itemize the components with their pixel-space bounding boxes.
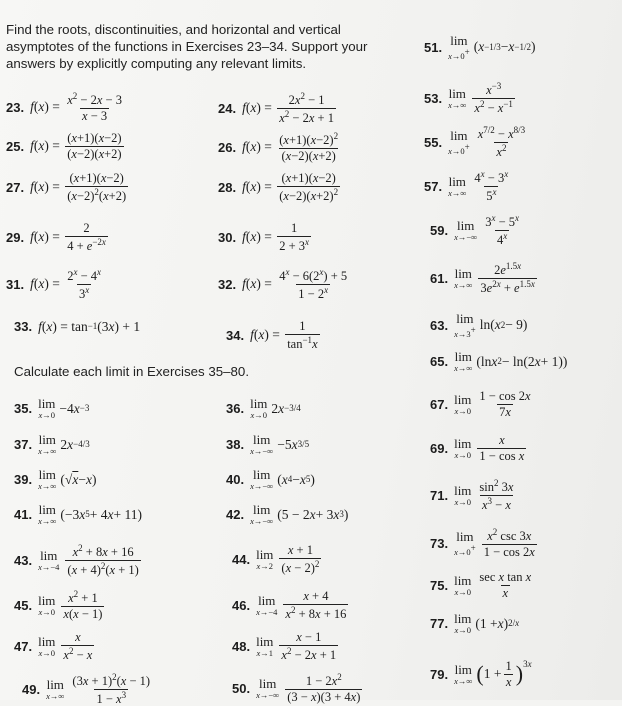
exercise-34-expr: f ( x ) = $\frac{1}{\tan^{-1}x}$	[250, 319, 318, 351]
exercise-57-expr: lim x→∞ $\frac{4^x - 3^x}{5^x}$	[448, 169, 509, 203]
exercise-39: 39. lim x→∞ (√ x − x )	[14, 467, 97, 491]
exercise-69-expr: lim x→0 $\frac{x}{\text{1 − cos x}}$	[454, 433, 525, 463]
exercise-30: 30. f ( x ) = $\frac{1}{2 + 3^x}$	[218, 222, 313, 252]
exercise-46: 46. lim x→−4 $\frac{x + 4}{x^2 + 8x + 16}$	[232, 590, 350, 620]
exercise-31-expr: f ( x ) = $\frac{2^x - 4^x}{3^x}$	[30, 267, 102, 301]
exercise-34: 34. f ( x ) = $\frac{1}{\tan^{-1}x}$	[226, 320, 322, 350]
exercise-77-expr: lim x→0 (1 + x ) 2/x	[454, 611, 520, 635]
exercise-48: 48. lim x→1 $\frac{x - 1}{x^2 - 2x + 1}$	[232, 631, 340, 661]
exercise-51-expr: lim x→0+ ( x −1/3 − x −1/2 )	[448, 33, 536, 61]
exercise-27: 27. f ( x ) = $\frac{(x+1)(x-2)}{(x-2)^2(x+2)}$	[6, 172, 130, 202]
exercise-42-expr: lim x→−∞ (5 − 2 x + 3 x 3 )	[250, 502, 349, 526]
exercise-49-expr: lim x→∞ $\frac{(3x + 1)^2(x - 1)}{1 - x^3}$	[46, 672, 151, 706]
exercise-61: 61. lim x→∞ $\frac{2e^{1.5x}}{3e^{2x} + e^{1.5x}}$	[430, 262, 539, 294]
exercise-37: 37. lim x→∞ 2 x −4/3	[14, 432, 90, 456]
exercise-43: 43. lim x→−4 $\frac{x^2 + 8x + 16}{(x + 4)^2(x + 1)}$	[14, 544, 143, 576]
exercise-28-expr: f ( x ) = $\frac{(x+1)(x-2)}{(x-2)(x+2)^2}$	[242, 171, 339, 203]
exercise-25: 25. f ( x ) = $\frac{(x+1)(x-2)}{(x-2)(x+2)}$	[6, 132, 126, 160]
exercise-29-expr: f ( x ) = $\frac{2}{4 + e^{-2x}}$	[30, 221, 106, 253]
exercise-47: 47. lim x→0 $\frac{x}{x^2 - x}$	[14, 631, 96, 661]
exercise-59-expr: lim x→−∞ $\frac{3^x - 5^x}{4^x}$	[454, 213, 520, 247]
exercise-47-expr: lim x→0 $\frac{x}{x^2 - x}$	[38, 630, 93, 662]
exercise-46-expr: lim x→−4 $\frac{x + 4}{x^2 + 8x + 16}$	[256, 589, 347, 621]
exercise-45-expr: lim x→0 $\frac{x^2 + 1}{x(x - 1)}$	[38, 589, 103, 621]
exercise-61-expr: lim x→∞ $\frac{2e^{1.5x}}{3e^{2x} + e^{1.5x}}$	[454, 261, 535, 295]
exercise-69: 69. lim x→0 $\frac{x}{\text{1 − cos x}}$	[430, 434, 528, 462]
exercise-79-expr: lim x→∞ ( 1 + $\frac{1}{x}$ ) $^{3x}$	[454, 659, 532, 689]
exercise-44-expr: lim x→2 $\frac{x + 1}{(x - 2)^2}$	[256, 543, 320, 575]
exercise-44: 44. lim x→2 $\frac{x + 1}{(x - 2)^2}$	[232, 544, 323, 574]
exercise-35: 35. lim x→0 −4 x −3	[14, 396, 90, 420]
exercise-25-expr: f ( x ) = $\frac{(x+1)(x-2)}{(x-2)(x+2)}$	[30, 131, 122, 161]
exercise-65-expr: lim x→∞ (ln x 2 − ln(2 x + 1))	[454, 349, 568, 373]
exercise-48-expr: lim x→1 $\frac{x - 1}{x^2 - 2x + 1}$	[256, 630, 337, 662]
exercise-71-expr: lim x→0 $\frac{\sin^2 3x}{x^3 - x}$	[454, 478, 514, 512]
exercise-26: 26. f ( x ) = $\frac{(x+1)(x-2)^2}{(x-2)(x+2)}$	[218, 132, 342, 162]
exercise-49: 49. lim x→∞ $\frac{(3x + 1)^2(x - 1)}{1 - x^3}$	[22, 673, 154, 705]
exercise-50: 50. lim x→−∞ $\frac{1 - 2x^2}{(3 - x)(3 + 4x)}$	[232, 673, 364, 703]
instruction-line: Calculate each limit in Exercises 35–80.	[14, 364, 250, 379]
exercise-59: 59. lim x→−∞ $\frac{3^x - 5^x}{4^x}$	[430, 214, 523, 246]
exercise-41-expr: lim x→∞ (−3 x 5 + 4 x + 11)	[38, 502, 143, 526]
exercise-50-expr: lim x→−∞ $\frac{1 - 2x^2}{(3 - x)(3 + 4x)}$	[256, 672, 361, 704]
exercise-55-expr: lim x→0+ $\frac{x^{7/2} - x^{8/3}}{x^2}$	[448, 125, 526, 159]
exercise-57: 57. lim x→∞ $\frac{4^x - 3^x}{5^x}$	[424, 170, 512, 202]
exercise-55: 55. lim x→0+ $\frac{x^{7/2} - x^{8/3}}{x^2}$	[424, 126, 529, 158]
exercise-40: 40. lim x→−∞ ( x 4 − x 5 )	[226, 467, 315, 491]
exercise-79: 79. lim x→∞ ( 1 + $\frac{1}{x}$ ) $^{3x}$	[430, 659, 532, 689]
exercise-40-expr: lim x→−∞ ( x 4 − x 5 )	[250, 467, 315, 491]
exercise-23-expr: f ( x ) = $\frac{x^2 - 2x - 3}{x - 3}$	[30, 91, 122, 123]
exercise-31: 31. f ( x ) = $\frac{2^x - 4^x}{3^x}$	[6, 268, 105, 300]
exercise-24: 24. f ( x ) = $\frac{2x^2 - 1}{x^2 - 2x + 1}$	[218, 92, 338, 124]
exercise-41: 41. lim x→∞ (−3 x 5 + 4 x + 11)	[14, 502, 143, 526]
exercise-28: 28. f ( x ) = $\frac{(x+1)(x-2)}{(x-2)(x+2)^2}$	[218, 172, 342, 202]
exercise-38-expr: lim x→−∞ −5 x 3/5	[250, 432, 310, 456]
exercise-30-expr: f ( x ) = $\frac{1}{2 + 3^x}$	[242, 221, 310, 253]
exercise-26-expr: f ( x ) = $\frac{(x+1)(x-2)^2}{(x-2)(x+2)}$	[242, 131, 339, 163]
exercise-73-expr: lim x→0+ $\frac{x^2 \csc 3x}{1 - \cos 2x}$	[454, 527, 535, 559]
exercise-39-expr: lim x→∞ (√ x − x )	[38, 467, 97, 491]
exercise-53: 53. lim x→∞ $\frac{x^{-3}}{x^2 - x^{-1}}$	[424, 82, 517, 114]
exercise-23: 23. f ( x ) = $\frac{x^2 - 2x - 3}{x - 3}$	[6, 92, 126, 122]
exercise-27-expr: f ( x ) = $\frac{(x+1)(x-2)}{(x-2)^2(x+2)}$	[30, 171, 127, 203]
exercise-42: 42. lim x→−∞ (5 − 2 x + 3 x 3 )	[226, 502, 349, 526]
exercise-77: 77. lim x→0 (1 + x ) 2/x	[430, 611, 520, 635]
exercise-35-expr: lim x→0 −4 x −3	[38, 396, 90, 420]
intro-paragraph: Find the roots, discontinuities, and horizontal and vertical asymptotes of the functions in Exercises 23–34. Support your answers by explicitly computing any relevant limits.	[6, 22, 368, 71]
exercise-29: 29. f ( x ) = $\frac{2}{4 + e^{-2x}}$	[6, 222, 110, 252]
exercise-67: 67. lim x→0 $\frac{1 - \cos 2x}{7x}$	[430, 390, 535, 418]
exercise-71: 71. lim x→0 $\frac{\sin^2 3x}{x^3 - x}$	[430, 479, 517, 511]
exercise-33: 33. f ( x ) = tan −1 (3 x ) + 1	[14, 319, 141, 335]
exercise-75: 75. lim x→0 $\frac{\text{sec x tan x}}{x}$	[430, 571, 535, 599]
exercise-67-expr: lim x→0 $\frac{1 - \cos 2x}{7x}$	[454, 389, 531, 419]
exercise-24-expr: f ( x ) = $\frac{2x^2 - 1}{x^2 - 2x + 1}$	[242, 91, 334, 125]
exercise-38: 38. lim x→−∞ −5 x 3/5	[226, 432, 310, 456]
exercise-65: 65. lim x→∞ (ln x 2 − ln(2 x + 1))	[430, 349, 568, 373]
exercise-32: 32. f ( x ) = $\frac{4^x - 6(2^x) + 5}{1 - 2^x}$	[218, 268, 351, 300]
exercise-33-expr: f ( x ) = tan −1 (3 x ) + 1	[38, 319, 141, 334]
exercise-53-expr: lim x→∞ $\frac{x^{-3}}{x^2 - x^{-1}}$	[448, 81, 513, 115]
exercise-63: 63. lim x→3+ ln( x 2 − 9)	[430, 311, 528, 339]
exercise-43-expr: lim x→−4 $\frac{x^2 + 8x + 16}{(x + 4)^2(x + 1)}$	[38, 543, 139, 577]
exercise-37-expr: lim x→∞ 2 x −4/3	[38, 432, 90, 456]
exercise-73: 73. lim x→0+ $\frac{x^2 \csc 3x}{1 - \cos 2x}$	[430, 528, 539, 558]
exercise-45: 45. lim x→0 $\frac{x^2 + 1}{x(x - 1)}$	[14, 590, 106, 620]
exercise-36: 36. lim x→0 2 x −3/4	[226, 396, 301, 420]
exercise-63-expr: lim x→3+ ln( x 2 − 9)	[454, 311, 528, 339]
exercise-32-expr: f ( x ) = $\frac{4^x - 6(2^x) + 5}{1 - 2^x}$	[242, 267, 348, 301]
exercise-51: 51. lim x→0+ ( x −1/3 − x −1/2 )	[424, 33, 536, 61]
exercise-36-expr: lim x→0 2 x −3/4	[250, 396, 301, 420]
exercise-75-expr: lim x→0 $\frac{\text{sec x tan x}}{x}$	[454, 570, 532, 600]
